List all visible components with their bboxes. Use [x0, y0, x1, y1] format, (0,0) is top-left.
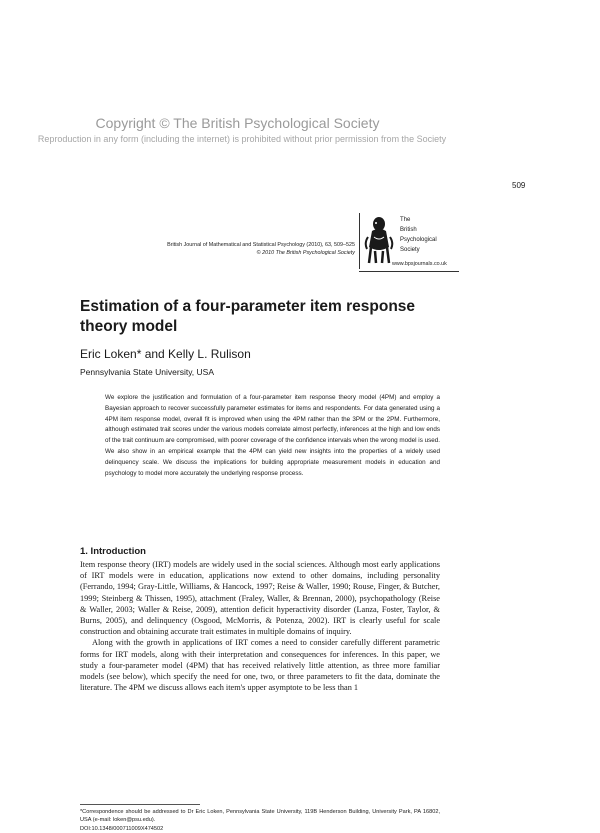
author-affiliation: Pennsylvania State University, USA [80, 367, 215, 377]
article-authors: Eric Loken* and Kelly L. Rulison [80, 347, 251, 361]
body-text [80, 559, 440, 693]
logo-divider [359, 213, 360, 269]
page-number: 509 [512, 181, 526, 190]
journal-info [167, 241, 355, 257]
paragraph: Item response theory (IRT) models are widely used in the social sciences. Although most early applications of IRT models were in education, applications now extend to other domains, including personality (Ferrando, 1994; Gray-Little, Williams, & Hancock, 1997; Reise & Waller, 1990; Rouse, Finger, & Butcher, 1999; Steinberg & Thissen, 1995), attachment (Fraley, Waller, & Brennan, 2000), psychopathology (Reise & Waller, 2003; Waller & Reise, 2009), attention deficit hyperactivity disorder (Lanza, Foster, Taylor, & Burns, 2005), and delinquency (Osgood, McMorris, & Potenza, 2002). IRT is clearly useful for scale construction and obtaining accurate trait estimates in multiple domains of inquiry. [80, 560, 440, 637]
journal-website-link[interactable]: www.bpsjournals.co.uk [392, 261, 447, 267]
publisher-line: The [400, 217, 411, 223]
publisher-line: Society [400, 247, 420, 253]
journal-citation: British Journal of Mathematical and Statistical Psychology (2010), 63, 509–525 [167, 242, 355, 248]
publisher-line: Psychological [400, 237, 437, 243]
paragraph: Along with the growth in applications of IRT comes a need to consider carefully different parametric forms for IRT models, along with their interpretation and consequences for inferences. In this paper, we study a four-parameter model (4PM) that has received relatively little attention, as three more familiar models (see below), which specify the need for one, two, or three parameters to fit the data, dominate the literature. The 4PM we discuss allows each item's upper asymptote to be less than 1 [80, 638, 440, 693]
copyright-watermark: Copyright © The British Psychological Society [95, 115, 380, 131]
reproduction-notice: Reproduction in any form (including the internet) is prohibited without prior permission from the Society [37, 134, 447, 144]
publisher-line: British [400, 227, 417, 233]
header-rule [359, 271, 459, 272]
doi: DOI:10.1348/000711009X474502 [80, 826, 164, 832]
publisher-name [400, 215, 437, 255]
section-heading: 1. Introduction [80, 546, 146, 557]
article-title: Estimation of a four-parameter item response theory model [80, 298, 416, 335]
correspondence-footnote: *Correspondence should be addressed to Dr Eric Loken, Pennsylvania State University, 119B Henderson Building, University Park, PA 16802, USA (e-mail: loken@psu.edu). [80, 809, 440, 823]
footnote-rule [80, 804, 200, 805]
journal-copyright: © 2010 The British Psychological Society [256, 250, 355, 256]
abstract: We explore the justification and formulation of a four-parameter item response theory model (4PM) and employ a Bayesian approach to recover successfully parameter estimates for items and respondents. For data generated using a 4PM item response model, overall fit is improved when using the 4PM rather than the 3PM or the 2PM. Furthermore, although estimated trait scores under the various models correlate almost perfectly, inferences at the high and low ends of the trait continuum are compromised, with poorer coverage of the confidence intervals when the wrong model is used. We also show in an empirical example that the 4PM can yield new insights into the properties of a widely used delinquency scale. We discuss the implications for building appropriate measurement models in education and psychology to model more accurately the underlying response process. [105, 394, 440, 477]
bps-logo-icon [362, 213, 396, 265]
